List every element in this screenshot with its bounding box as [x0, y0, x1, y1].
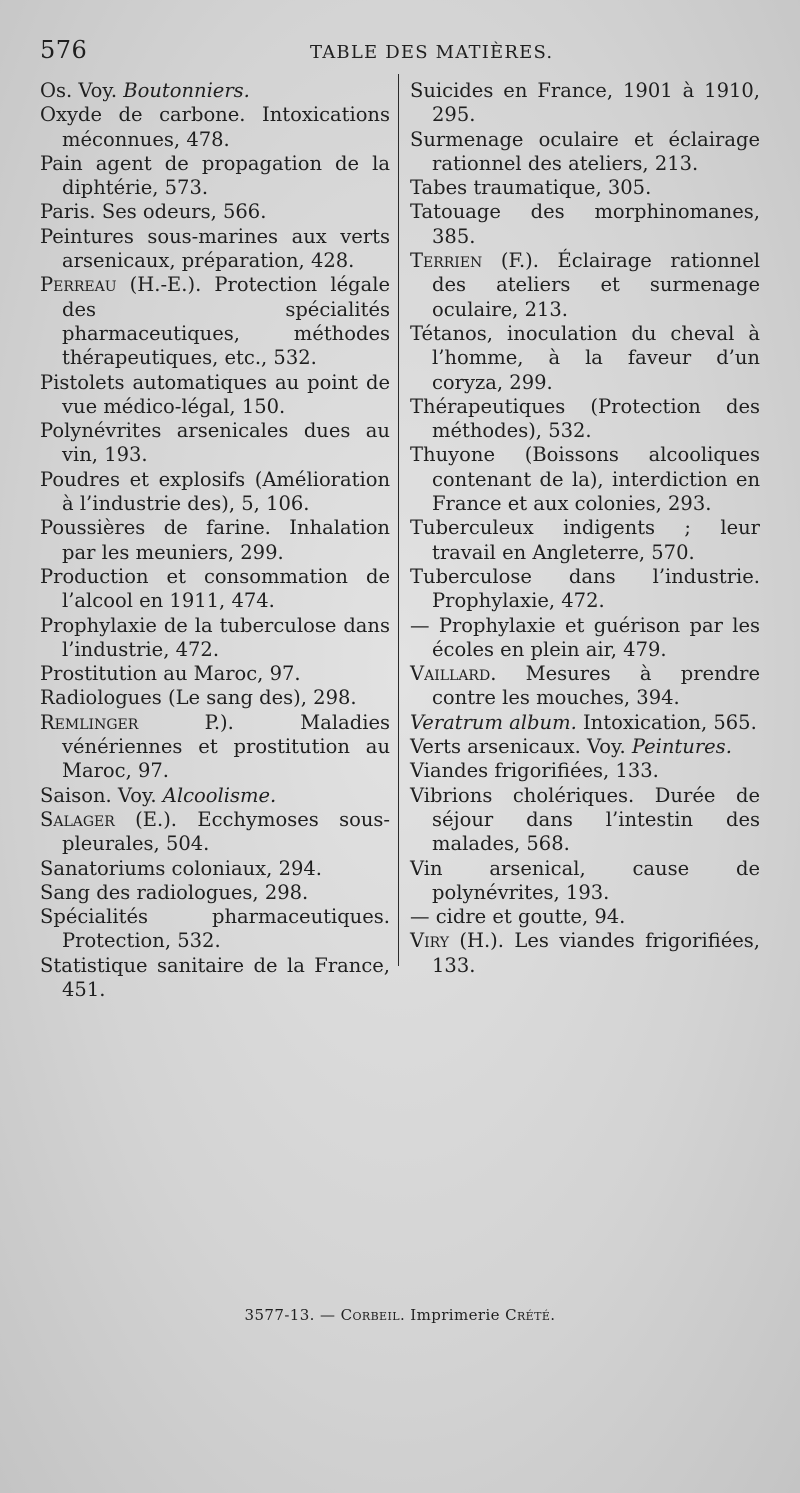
entry-text: Thuyone (Boissons alcooliques contenant de la), interdiction en France et aux colonies, 293. — [410, 443, 760, 516]
entry-text: — Prophylaxie et guérison par les écoles en plein air, 479. — [410, 613, 760, 661]
imprint-code: 3577-13. — — [244, 1306, 341, 1324]
index-entry — [40, 103, 390, 152]
entry-text: Prostitution au Maroc, 97. — [40, 662, 301, 686]
entry-text: Peintures sous-marines aux verts arsenicaux, préparation, 428. — [40, 224, 390, 273]
entry-emphasis: Peintures. — [631, 735, 732, 759]
entry-author: Terrien — [410, 249, 483, 273]
index-entry — [410, 905, 760, 929]
index-entry — [410, 176, 760, 200]
entry-text: P.). Maladies vénériennes et prostitution au Maroc, 97. — [62, 710, 390, 783]
running-title: TABLE DES MATIÈRES. — [310, 42, 554, 63]
index-entry — [40, 954, 390, 1003]
entry-text: Intoxication, 565. — [576, 710, 757, 734]
entry-text: Sanatoriums coloniaux, 294. — [40, 856, 322, 880]
entry-text: Saison. Voy. — [40, 783, 163, 807]
entry-author: Salager — [40, 807, 115, 831]
index-entry — [40, 711, 390, 784]
entry-text: Radiologues (Le sang des), 298. — [40, 686, 357, 710]
index-entry — [410, 79, 760, 128]
index-entry — [40, 881, 390, 905]
entry-text: Suicides en France, 1901 à 1910, 295. — [410, 79, 760, 127]
index-entry — [410, 857, 760, 906]
index-entry — [40, 784, 390, 808]
index-entry — [410, 249, 760, 322]
index-entry — [40, 905, 390, 954]
index-entry — [410, 614, 760, 663]
index-entry — [410, 516, 760, 565]
entry-text: Spécialités pharmaceutiques. Protection, 532. — [40, 905, 390, 953]
index-entry — [40, 200, 390, 224]
index-entry — [40, 468, 390, 517]
index-entry — [40, 152, 390, 201]
imprint-printer-prefix: . Imprimerie — [399, 1306, 506, 1324]
entry-text: Verts arsenicaux. Voy. — [410, 735, 632, 759]
entry-text: Pain agent de propagation de la diphtérie, 573. — [40, 151, 390, 200]
entry-text: Vibrions cholériques. Durée de séjour dans l’intestin des malades, 568. — [410, 783, 760, 856]
entry-text: (H.). Les viandes frigorifiées, 133. — [432, 929, 760, 977]
index-entry — [410, 929, 760, 978]
index-entry — [410, 565, 760, 614]
entry-text: Surmenage oculaire et éclairage rationnel des ateliers, 213. — [410, 127, 760, 175]
entry-text: Poussières de farine. Inhalation par les meuniers, 299. — [40, 516, 390, 564]
index-column-left — [40, 79, 390, 1002]
entry-author: Remlinger — [40, 710, 139, 734]
printer-imprint — [0, 1306, 800, 1324]
entry-text: Statistique sanitaire de la France, 451. — [40, 953, 390, 1001]
imprint-printer: Crété — [505, 1306, 551, 1324]
index-entry — [410, 662, 760, 711]
index-entry — [410, 711, 760, 735]
entry-text: Tuberculeux indigents ; leur travail en Angleterre, 570. — [410, 516, 760, 564]
entry-text: Pistolets automatiques au point de vue médico-légal, 150. — [40, 370, 390, 418]
entry-text: (H.-E.). Protection légale des spécialités pharmaceutiques, méthodes thérapeutiques, etc., 532. — [62, 273, 390, 370]
entry-text: Polynévrites arsenicales dues au vin, 193. — [40, 419, 390, 467]
index-entry — [40, 857, 390, 881]
index-entry — [40, 565, 390, 614]
index-entry — [410, 759, 760, 783]
index-entry — [410, 395, 760, 444]
index-entry — [40, 516, 390, 565]
entry-text: Paris. Ses odeurs, 566. — [40, 200, 267, 224]
entry-text: Os. Voy. — [40, 79, 124, 102]
entry-text: (E.). Ecchymoses sous-pleurales, 504. — [62, 807, 390, 856]
index-entry — [40, 686, 390, 710]
entry-emphasis: Boutonniers. — [123, 79, 250, 102]
entry-text: Prophylaxie de la tuberculose dans l’industrie, 472. — [40, 613, 390, 661]
index-entry — [40, 371, 390, 420]
imprint-city: Corbeil — [340, 1306, 400, 1324]
entry-text: Vin arsenical, cause de polynévrites, 193. — [410, 856, 760, 904]
entry-text: . Mesures à prendre contre les mouches, 394. — [432, 662, 760, 710]
column-divider — [398, 74, 399, 966]
entry-text: Tuberculose dans l’industrie. Prophylaxie, 472. — [410, 564, 760, 613]
entry-author: Viry — [410, 929, 449, 953]
entry-text: Sang des radiologues, 298. — [40, 880, 309, 904]
entry-text: Tatouage des morphinomanes, 385. — [410, 200, 760, 248]
index-entry — [40, 662, 390, 686]
entry-text: — cidre et goutte, 94. — [410, 905, 626, 929]
index-entry — [410, 200, 760, 249]
imprint-suffix: . — [550, 1306, 556, 1324]
entry-text: Viandes frigorifiées, 133. — [410, 759, 659, 783]
entry-text: Oxyde de carbone. Intoxications méconnues, 478. — [40, 103, 390, 151]
index-entry — [410, 784, 760, 857]
entry-text: Production et consommation de l’alcool en 1911, 474. — [40, 564, 390, 613]
entry-text: Tabes traumatique, 305. — [410, 176, 652, 200]
index-column-right — [410, 79, 760, 978]
index-entry — [410, 322, 760, 395]
page-number: 576 — [40, 36, 88, 64]
index-entry — [40, 419, 390, 468]
index-entry — [410, 443, 760, 516]
index-entry — [410, 735, 760, 759]
page-header — [40, 36, 760, 66]
entry-author: Vaillard — [410, 662, 491, 686]
index-entry — [40, 614, 390, 663]
entry-text: Thérapeutiques (Protection des méthodes), 532. — [410, 394, 760, 443]
entry-emphasis: Alcoolisme. — [162, 783, 277, 807]
index-entry — [40, 225, 390, 274]
index-entry — [40, 79, 390, 103]
entry-text: (F.). Éclairage rationnel des ateliers et surmenage oculaire, 213. — [432, 249, 760, 321]
index-entry — [40, 273, 390, 370]
index-entry — [410, 128, 760, 177]
entry-text: Tétanos, inoculation du cheval à l’homme, à la faveur d’un coryza, 299. — [410, 321, 760, 394]
entry-emphasis: Veratrum album. — [410, 710, 577, 734]
entry-author: Perreau — [40, 273, 117, 297]
index-entry — [40, 808, 390, 857]
entry-text: Poudres et explosifs (Amélioration à l’industrie des), 5, 106. — [40, 467, 390, 516]
